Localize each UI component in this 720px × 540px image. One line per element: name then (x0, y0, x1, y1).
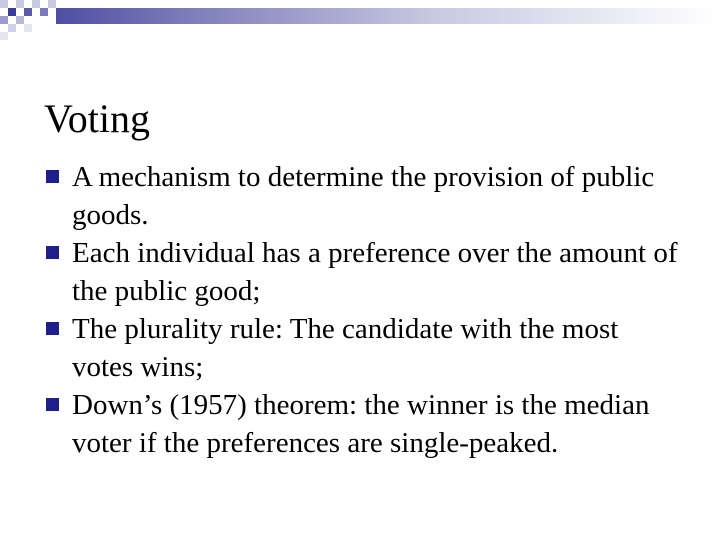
bullet-list (46, 158, 686, 462)
bullet-text: A mechanism to determine the provision of public goods. (72, 161, 655, 231)
list-item (46, 386, 686, 462)
bullet-text: The plurality rule: The candidate with the most votes wins; (72, 313, 619, 383)
list-item (46, 158, 686, 234)
square-bullet-icon (46, 246, 59, 259)
header-gradient-band (0, 8, 720, 24)
square-bullet-icon (46, 322, 59, 335)
checker-pattern-icon (0, 0, 56, 40)
bullet-text: Each individual has a preference over the amount of the public good; (72, 237, 678, 307)
bullet-text: Down’s (1957) theorem: the winner is the median voter if the preferences are single-peaked. (72, 389, 650, 459)
list-item (46, 234, 686, 310)
square-bullet-icon (46, 398, 59, 411)
square-bullet-icon (46, 170, 59, 183)
slide-title: Voting (44, 95, 150, 141)
list-item (46, 310, 686, 386)
